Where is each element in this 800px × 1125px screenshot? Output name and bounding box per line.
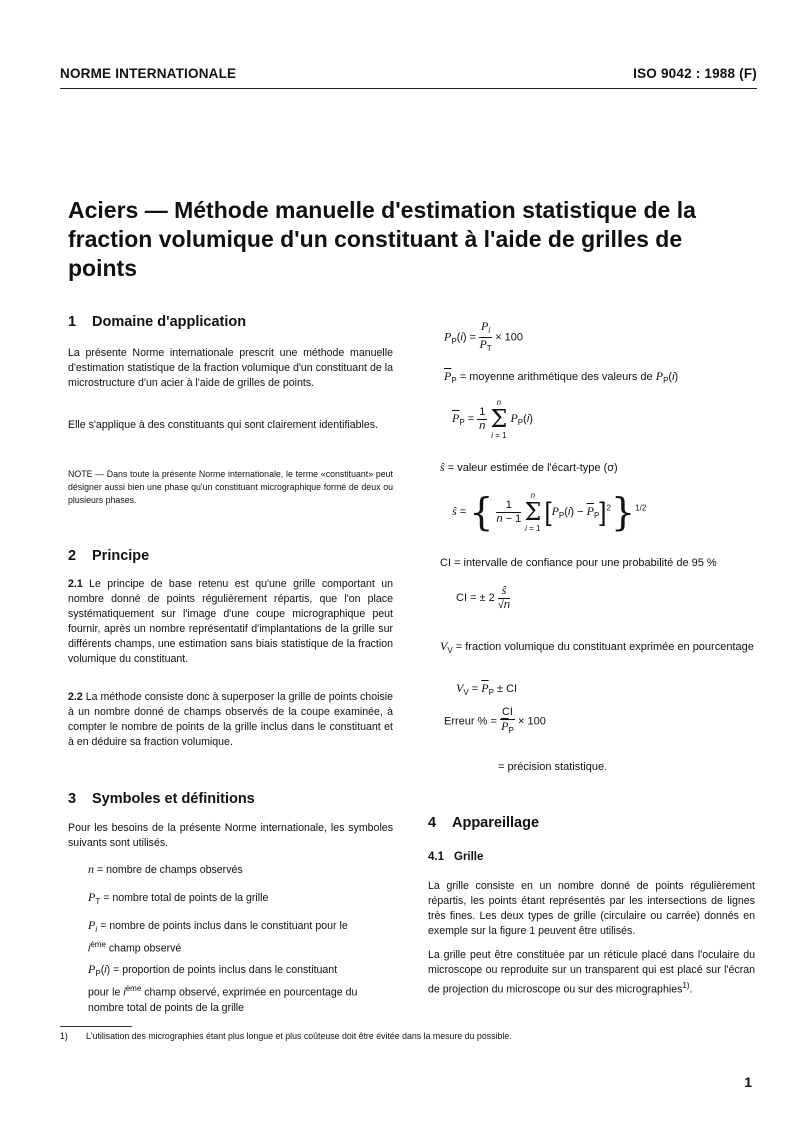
section-1-title: Domaine d'application: [92, 314, 247, 330]
erreur-times-100: × 100: [518, 715, 546, 728]
ci-definition-text: = intervalle de confiance pour une probabilité de 95 %: [454, 557, 717, 569]
footnote-text: L'utilisation des micrographies étant plus longue et plus coûteuse doit être évitée dans la mesure du possible.: [86, 1031, 512, 1041]
precision-statistique: = précision statistique.: [498, 761, 608, 773]
symbol-ppi: P: [88, 962, 96, 976]
section-2-title: Principe: [92, 548, 150, 564]
formula-ci: CI = ± 2 $\frac{ŝ}{√n}$: [456, 583, 510, 611]
clause-2-1-text: Le principe de base retenu est qu'une grille comportant un nombre donné de points régulièrement répartis, que l'on place systématiquement sur l'image d'une coupe micrographique peut fournir, après un nombre représentatif d'implantations de la grille sur différents champs, une estimation sans biais statistique de la fraction volumique du constituant.: [68, 578, 393, 665]
times-100: × 100: [495, 331, 524, 344]
definition-ppi-pourle: pour le: [88, 986, 121, 999]
section-4-1-number: 4.1: [428, 851, 444, 863]
definition-ppi-text-2: champ observé, exprimée en pourcentage du nombre total de points de la grille: [88, 986, 358, 1014]
fraction-pi-pt: $\frac{P_i}{P_T}$: [479, 319, 492, 354]
clause-2-2-text: La méthode consiste donc à superposer la grille de points choisie à un nombre donné de champs observés de la coupe examinée, à compter le nombre de points de la grille inclus dans le constituant et à en déduire sa fraction volumique.: [68, 691, 393, 748]
section-3-number: 3: [68, 791, 77, 807]
symbol-pt: P: [88, 890, 96, 904]
section-4-number: 4: [428, 815, 437, 831]
section-3-title: Symboles et définitions: [92, 791, 255, 807]
section-4-para-2-text: La grille peut être constituée par un réticule placé dans l'oculaire du microscope ou reproduite sur un transparent qui est placé sur l'écran de projection du microscope ou sur des micrographies: [428, 949, 755, 996]
formula-pbar-definition: $\overline{P}_P$ = moyenne arithmétique des valeurs de $P_P(i)$: [444, 369, 679, 386]
vv-definition-text: = fraction volumique du constituant exprimée en pourcentage: [455, 641, 754, 653]
formula-ppi: $P_P(i)$ = $\frac{P_i}{P_T}$ × 100: [444, 319, 524, 354]
erreur-label: Erreur % =: [444, 715, 497, 728]
formula-s-definition: ŝ = valeur estimée de l'écart-type (σ): [440, 460, 618, 474]
section-1-heading: [68, 314, 246, 330]
definition-n: [88, 862, 393, 878]
section-4-para-2: La grille peut être constituée par un réticule placé dans l'oculaire du microscope ou reproduite sur un transparent qui est placé sur l'écran de projection du microscope ou sur des micrographies$^{1)}$.: [428, 949, 755, 996]
formula-vv: $V_V = \overline{P}_P$ ± CI: [456, 681, 518, 698]
section-3-heading: [68, 791, 255, 807]
section-4-heading: [428, 815, 539, 831]
page-number: 1: [744, 1074, 752, 1090]
footnote-mark: 1): [60, 1031, 68, 1041]
definition-pi-text: = nombre de points inclus dans le constituant pour le: [100, 920, 348, 932]
definition-pi-ieme: ème: [90, 940, 106, 950]
section-1-note: NOTE — Dans toute la présente Norme internationale, le terme «constituant» peut désigner aussi bien une phase qu'un constituant micrographique formé de deux ou plusieurs phases.: [68, 469, 393, 505]
section-3-intro: Pour les besoins de la présente Norme internationale, les symboles suivants sont utilisés.: [68, 822, 393, 849]
clause-2-1-number: 2.1: [68, 578, 83, 590]
ci-symbol: CI: [440, 557, 451, 569]
section-1-para-1: La présente Norme internationale prescrit une méthode manuelle d'estimation statistique de la fraction volumique d'un constituant de la microstructure d'un acier à l'aide de grilles de points.: [68, 347, 393, 389]
definition-pi: $P_i$ = nombre de points inclus dans le constituant pour le $i^{ème}$ champ observé: [88, 918, 348, 955]
footnote-reference: 1): [682, 981, 690, 990]
sigma-symbol: Σ: [490, 405, 508, 433]
definition-ppi: $P_P(i)$ = proportion de points inclus dans le constituant pour le $i^{ème}$ champ observé, exprimée en pourcentage du nombre total de points de la grille: [88, 962, 358, 1014]
section-4-1-heading: [428, 851, 483, 863]
symbol-pi: P: [88, 918, 96, 932]
symbol-n: n: [88, 862, 94, 876]
header-left: NORME INTERNATIONALE: [60, 66, 237, 81]
header-right: ISO 9042 : 1988 (F): [633, 66, 757, 81]
clause-2-1: [68, 577, 393, 667]
header-rule: [60, 88, 757, 89]
document-title: Aciers — Méthode manuelle d'estimation statistique de la fraction volumique d'un constituant à l'aide de grilles de points: [68, 197, 696, 281]
definition-ppi-ieme: ème: [125, 984, 142, 994]
formula-pbar: $\overline{P}_P$ = $\frac{1}{n}$ n Σ i = 1 $P_P(i)$: [452, 398, 533, 440]
definition-pt: $P_T$ = nombre total de points de la grille: [88, 890, 269, 907]
pbar-definition-text: = moyenne arithmétique des valeurs de: [459, 371, 653, 383]
exponent-half: 1/2: [635, 503, 647, 513]
section-1-number: 1: [68, 314, 77, 330]
definition-pt-text: = nombre total de points de la grille: [103, 892, 269, 904]
section-1-para-2: Elle s'applique à des constituants qui sont clairement identifiables.: [68, 419, 379, 431]
ci-expression: = ± 2: [470, 591, 495, 604]
section-2-heading: [68, 548, 149, 564]
s-definition-text: = valeur estimée de l'écart-type (σ): [447, 462, 618, 474]
section-4-1-title: Grille: [454, 851, 484, 863]
definition-n-text: = nombre de champs observés: [96, 864, 243, 876]
ci-label: CI: [456, 591, 467, 604]
footnote-rule: [60, 1026, 132, 1027]
erreur-numerator: CI: [501, 706, 513, 718]
formula-s: ŝ = { $\frac{1}{n - 1}$ n Σ i = 1 $[P_P(i) - \overline{P}_P]^2\}^{1/2}$: [452, 490, 647, 534]
section-4-para-1: La grille consiste en un nombre donné de points régulièrement répartis, les points étant représentés par les intersections de lignes très fines. Les deux types de grille (circulaire ou carrée) donnés en exemple sur la figure 1 peuvent être utilisés.: [428, 880, 755, 937]
formula-erreur: Erreur % = $\frac{CI}{\overline{P}_P}$ × 100: [444, 706, 546, 736]
vv-expression: ± CI: [496, 683, 518, 695]
definition-ppi-text: = proportion de points inclus dans le constituant: [113, 964, 338, 976]
formula-vv-definition: $V_V$ = fraction volumique du constituant exprimée en pourcentage: [440, 639, 754, 656]
section-2-number: 2: [68, 548, 77, 564]
formula-ci-definition: [440, 557, 760, 569]
footnote: [60, 1031, 760, 1041]
definition-pi-text-2: champ observé: [108, 942, 182, 955]
clause-2-2: [68, 690, 393, 750]
section-4-title: Appareillage: [452, 815, 540, 831]
clause-2-2-number: 2.2: [68, 691, 83, 703]
